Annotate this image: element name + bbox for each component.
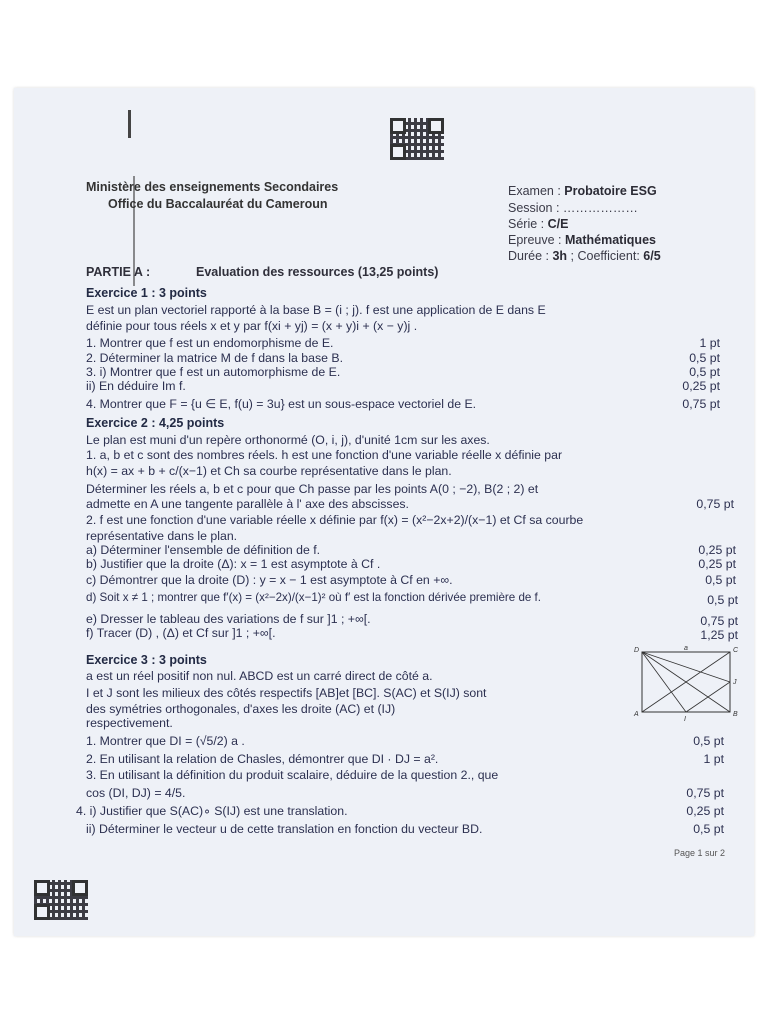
exercise-2-points: 0,5 pt: [705, 573, 736, 587]
exercise-1-question: 1. Montrer que f est un endomorphisme de E.: [86, 336, 334, 350]
page-number: Page 1 sur 2: [674, 848, 726, 858]
exercise-1-points: 0,5 pt: [689, 351, 720, 365]
exercise-2-intro-points: 0,75 pt: [696, 497, 734, 511]
epreuve-value: Mathématiques: [564, 233, 656, 247]
coef-label: ; Coefficient:: [567, 249, 644, 263]
label-a: A: [634, 711, 639, 718]
exercise-2-title: Exercice 2 : 4,25 points: [86, 416, 225, 430]
exercise-2-question: e) Dresser le tableau des variations de f sur ]1 ; +∞[.: [86, 612, 371, 626]
exercise-3-line: respectivement.: [86, 716, 173, 730]
exercise-1-question: 4. Montrer que F = {u ∈ E, f(u) = 3u} est un sous-espace vectoriel de E.: [86, 397, 477, 411]
exercise-3-question: 1. Montrer que DI = (√5/2) a .: [86, 734, 245, 748]
exam-label: Examen :: [508, 184, 565, 198]
label-d: D: [634, 647, 640, 654]
exercise-2-question: d) Soit x ≠ 1 ; montrer que f′(x) = (x²−2x)/(x−1)² où f′ est la fonction dérivée première de f.: [86, 591, 541, 604]
exercise-2-question: c) Démontrer que la droite (D) : y = x − 1 est asymptote à Cf en +∞.: [86, 573, 453, 587]
exercise-3-title: Exercice 3 : 3 points: [86, 653, 207, 667]
exercise-3-question: ii) Déterminer le vecteur u de cette translation en fonction du vecteur BD.: [86, 822, 483, 836]
epreuve-label: Epreuve :: [508, 233, 565, 247]
segment-di: [642, 652, 686, 712]
exercise-2-question: a) Déterminer l'ensemble de définition de f.: [86, 543, 321, 557]
exercise-3-line: a est un réel positif non nul. ABCD est un carré direct de côté a.: [86, 669, 433, 683]
exercise-1-line: définie pour tous réels x et y par f(xi + yj) = (x + y)i + (x − y)j .: [86, 319, 418, 333]
duree-line: [508, 249, 661, 263]
part-a-label: PARTIE A :: [86, 265, 151, 279]
label-j: J: [733, 679, 737, 686]
label-i: I: [684, 716, 686, 723]
serie-line: [508, 217, 568, 231]
label-b: B: [733, 711, 738, 718]
part-a-title: Evaluation des ressources (13,25 points): [196, 265, 439, 279]
exercise-3-line: I et J sont les milieux des côtés respectifs [AB]et [BC]. S(AC) et S(IJ) sont: [86, 686, 487, 700]
duree-label: Durée :: [508, 249, 553, 263]
ministry-name: Ministère des enseignements Secondaires: [86, 180, 339, 194]
exercise-3-points: 1 pt: [703, 752, 724, 766]
exercise-2-line: 1. a, b et c sont des nombres réels. h est une fonction d'une variable réelle x définie par: [86, 448, 563, 462]
segment-dj: [642, 652, 730, 682]
session-line: Session : ………………: [508, 201, 638, 215]
exercise-2-question: f) Tracer (D) , (Δ) et Cf sur ]1 ; +∞[.: [86, 626, 276, 640]
office-name: Office du Baccalauréat du Cameroun: [108, 197, 328, 211]
exercise-3-question: cos (DI, DJ) = 4/5.: [86, 786, 186, 800]
exercise-3-question: 2. En utilisant la relation de Chasles, démontrer que DI · DJ = a².: [86, 752, 439, 766]
coef-value: 6/5: [643, 249, 661, 263]
exercise-1-question: ii) En déduire Im f.: [86, 379, 186, 393]
qr-code-bottom: [34, 880, 88, 920]
label-c: C: [733, 647, 739, 654]
exercise-1-title: Exercice 1 : 3 points: [86, 286, 207, 300]
exercise-2-points: 0,25 pt: [698, 543, 736, 557]
duree-value: 3h: [552, 249, 568, 263]
margin-mark: [128, 110, 131, 138]
exercise-3-points: 0,5 pt: [693, 734, 724, 748]
exercise-1-points: 0,25 pt: [682, 379, 720, 393]
exercise-3-line: des symétries orthogonales, d'axes les droite (AC) et (IJ): [86, 702, 396, 716]
exercise-3-question: 3. En utilisant la définition du produit scalaire, déduire de la question 2., que: [86, 768, 499, 782]
exercise-3-points: 0,5 pt: [693, 822, 724, 836]
exercise-2-points: 1,25 pt: [700, 628, 738, 642]
exercise-1-question: 3. i) Montrer que f est un automorphisme de E.: [86, 365, 341, 379]
serie-label: Série :: [508, 217, 548, 231]
exercise-2-points: 0,75 pt: [700, 614, 738, 628]
exercise-1-line: E est un plan vectoriel rapporté à la base B = (i ; j). f est une application de E dans E: [86, 303, 546, 317]
exercise-3-question: 4. i) Justifier que S(AC)∘ S(IJ) est une translation.: [76, 804, 348, 818]
exercise-2-question: b) Justifier que la droite (Δ): x = 1 est asymptote à Cf .: [86, 557, 381, 571]
exercise-2-line: Déterminer les réels a, b et c pour que Ch passe par les points A(0 ; −2), B(2 ; 2) et: [86, 482, 539, 496]
exercise-2-points: 0,25 pt: [698, 557, 736, 571]
label-a-side: a: [684, 645, 688, 652]
exercise-2-line: 2. f est une fonction d'une variable réelle x définie par f(x) = (x²−2x+2)/(x−1) et Cf sa courbe: [86, 513, 584, 527]
qr-code-top: [390, 118, 444, 160]
exercise-1-points: 1 pt: [699, 336, 720, 350]
exercise-1-points: 0,75 pt: [682, 397, 720, 411]
serie-value: C/E: [547, 217, 569, 231]
square-diagram: [632, 642, 742, 724]
exercise-3-points: 0,75 pt: [686, 786, 724, 800]
epreuve-line: [508, 233, 656, 247]
exam-sheet: [14, 88, 754, 936]
exercise-2-points: 0,5 pt: [707, 593, 738, 607]
exam-value: Probatoire ESG: [564, 184, 657, 198]
exercise-1-points: 0,5 pt: [689, 365, 720, 379]
exercise-2-line: admette en A une tangente parallèle à l' axe des abscisses.: [86, 497, 409, 511]
exercise-2-line: Le plan est muni d'un repère orthonormé (O, i, j), d'unité 1cm sur les axes.: [86, 433, 490, 447]
exercise-1-question: 2. Déterminer la matrice M de f dans la base B.: [86, 351, 343, 365]
exercise-2-line: représentative dans le plan.: [86, 529, 238, 543]
exercise-2-line: h(x) = ax + b + c/(x−1) et Ch sa courbe représentative dans le plan.: [86, 464, 452, 478]
exam-line: [508, 184, 657, 198]
exercise-3-points: 0,25 pt: [686, 804, 724, 818]
